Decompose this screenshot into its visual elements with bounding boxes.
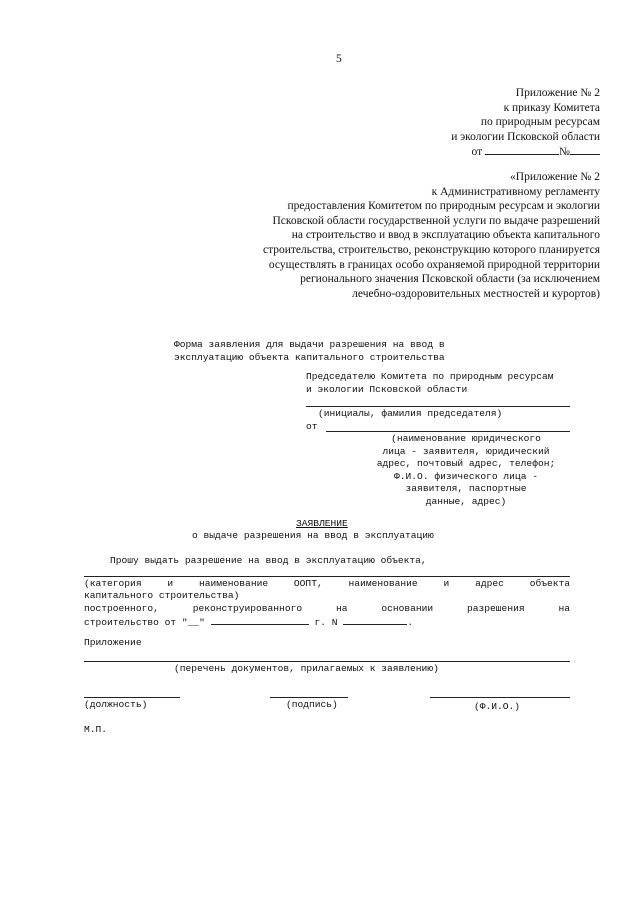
hint-word: наименование — [348, 578, 418, 589]
attachment-hint: (перечень документов, прилагаемых к заявлению) — [174, 663, 439, 674]
hint-word: ООПТ, — [293, 578, 323, 589]
number-blank — [570, 144, 600, 155]
date-blank — [485, 144, 559, 155]
chairman-hint: (инициалы, фамилия председателя) — [318, 408, 503, 419]
construction-from: строительство от "__" — [84, 617, 205, 628]
form-title-line: Форма заявления для выдачи разрешения на ввод в — [174, 339, 445, 350]
position-line — [84, 697, 180, 698]
applicant-hint — [348, 433, 584, 509]
appendix-line: по природным ресурсам — [480, 116, 600, 129]
construction-date-line — [84, 615, 413, 630]
applicant-hint-line: данные, адрес) — [425, 495, 507, 507]
statement-subtitle: о выдаче разрешения на ввод в эксплуатацию — [192, 530, 434, 541]
appendix-line: Приложение № 2 — [515, 87, 600, 99]
regulation-line: осуществлять в границах особо охраняемой природной территории — [268, 258, 600, 271]
construction-year: г. N — [314, 617, 338, 628]
regulation-line: регионального значения Псковской области (за исключением — [300, 273, 600, 286]
applicant-hint-line: лица - заявителя, юридический — [382, 445, 550, 457]
appendix-header — [300, 86, 600, 160]
addressee-line: Председателю Комитета по природным ресурсам — [306, 371, 554, 382]
date-month-blank — [211, 615, 309, 625]
applicant-line — [326, 431, 570, 432]
statement-title: ЗАЯВЛЕНИЕ — [296, 518, 348, 529]
name-hint: (Ф.И.О.) — [474, 701, 521, 712]
hint-word: и — [443, 578, 450, 589]
hint-word: (категория — [84, 578, 142, 589]
regulation-line: на строительство и ввод в эксплуатацию объекта капитального — [291, 229, 600, 242]
appendix-line: и экологии Псковской области — [451, 130, 600, 143]
regulation-line: предоставления Комитетом по природным ресурсам и экологии — [287, 200, 600, 213]
stamp-label: М.П. — [84, 724, 108, 735]
applicant-hint-line: (наименование юридического — [391, 433, 541, 444]
regulation-header — [180, 170, 600, 301]
signature-line — [270, 697, 348, 698]
built-word: разрешения — [467, 603, 525, 614]
construction-end: . — [407, 617, 413, 628]
order-date-line — [300, 144, 600, 160]
form-title — [174, 339, 445, 364]
hint-word: объекта — [529, 578, 570, 589]
object-line — [84, 576, 570, 577]
page-number: 5 — [336, 53, 342, 65]
appendix-line: к приказу Комитета — [503, 101, 600, 114]
built-word: реконструированного — [192, 603, 303, 614]
built-line — [84, 603, 570, 616]
object-hint-cont: капитального строительства) — [84, 590, 240, 601]
position-hint: (должность) — [84, 699, 148, 710]
built-word: основании — [381, 603, 434, 614]
regulation-line: к Административному регламенту — [431, 185, 600, 198]
hint-word: адрес — [475, 578, 504, 589]
regulation-line: строительства, строительство, реконструкцию которого планируется — [262, 243, 600, 256]
built-word: на — [558, 603, 570, 614]
from-label: от — [306, 421, 318, 432]
addressee-block — [306, 371, 554, 396]
name-line — [430, 697, 570, 698]
hint-word: наименование — [199, 578, 269, 589]
built-word: на — [335, 603, 348, 614]
regulation-line: лечебно-оздоровительных местностей и курортов) — [352, 287, 600, 300]
request-text: Прошу выдать разрешение на ввод в эксплуатацию объекта, — [110, 555, 427, 566]
applicant-hint-line: заявителя, паспортные — [405, 483, 527, 495]
attachment-line — [84, 661, 570, 662]
number-sign: № — [559, 146, 570, 159]
built-word: построенного, — [84, 603, 159, 614]
date-prefix: от — [471, 146, 483, 159]
chairman-name-line — [306, 406, 570, 407]
applicant-hint-line: Ф.И.О. физического лица - — [394, 470, 538, 482]
regulation-line: Псковской области государственной услуги по выдаче разрешений — [272, 214, 600, 227]
addressee-line: и экологии Псковской области — [306, 383, 468, 395]
applicant-hint-line: адрес, почтовый адрес, телефон; — [376, 458, 556, 470]
object-hint — [84, 578, 570, 591]
attachment-label: Приложение — [84, 637, 142, 648]
regulation-line: «Приложение № 2 — [510, 171, 600, 183]
form-title-line: эксплуатацию объекта капитального строительства — [174, 351, 445, 363]
permit-number-blank — [343, 615, 407, 625]
hint-word: и — [167, 578, 174, 589]
signature-hint: (подпись) — [286, 699, 338, 710]
